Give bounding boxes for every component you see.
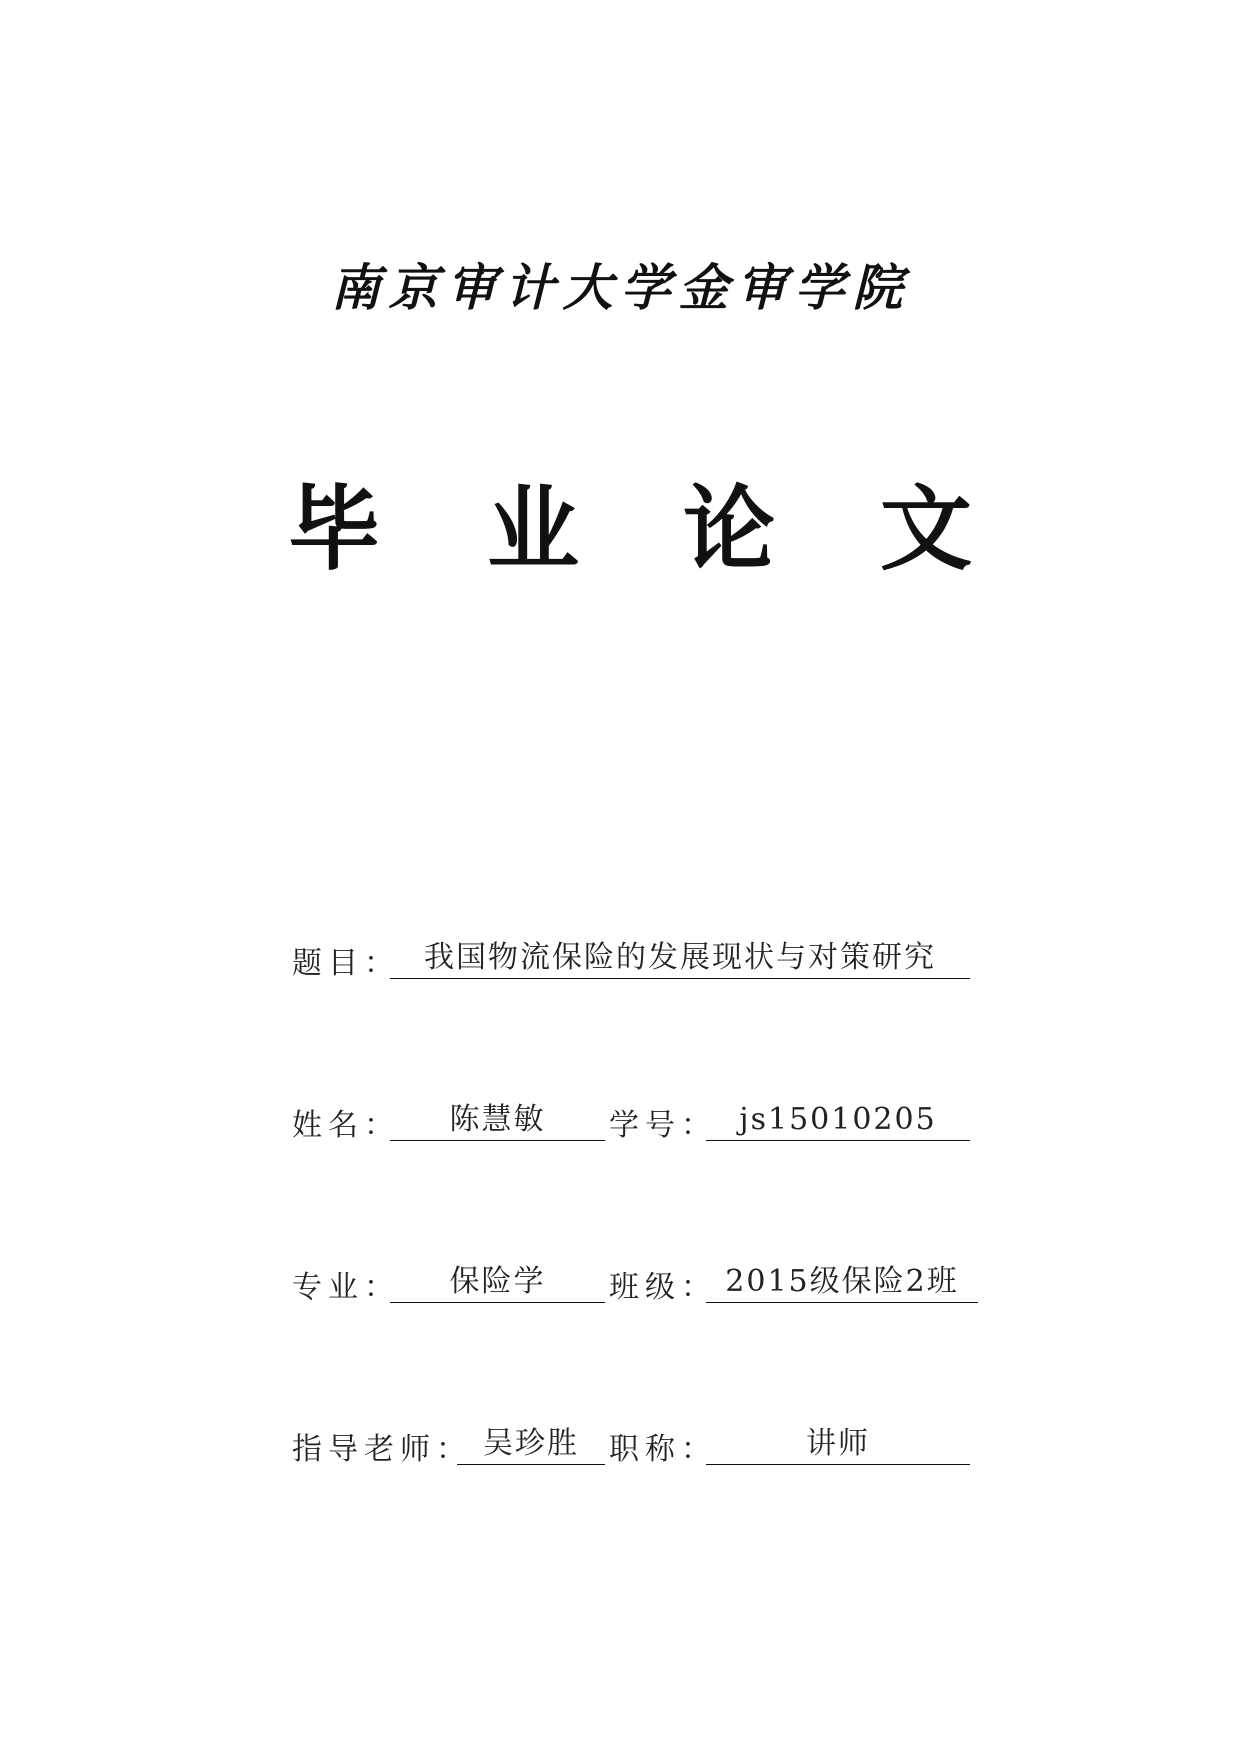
- student-id-value: js15010205: [706, 1100, 970, 1141]
- major-label: 专业：: [292, 1270, 400, 1305]
- major-value: 保险学: [390, 1262, 605, 1303]
- document-type-char: 论: [683, 476, 776, 583]
- school-name: 南京审计大学金审学院: [330, 258, 911, 317]
- class-value: 2015级保险2班: [706, 1262, 978, 1303]
- major-class-row: [0, 1262, 1241, 1312]
- title-label: 题目：: [292, 946, 400, 981]
- advisor-value: 吴珍胜: [457, 1424, 605, 1465]
- document-type-char: 业: [487, 476, 580, 583]
- name-value: 陈慧敏: [390, 1100, 605, 1141]
- title-value: 我国物流保险的发展现状与对策研究: [390, 938, 970, 979]
- advisor-title-label: 职称：: [609, 1432, 717, 1467]
- class-label: 班级：: [609, 1270, 717, 1305]
- document-type-char: 文: [880, 476, 973, 583]
- student-id-label: 学号：: [609, 1108, 717, 1143]
- name-id-row: [0, 1100, 1241, 1150]
- title-row: [0, 938, 1241, 988]
- advisor-label: 指导老师：: [292, 1432, 472, 1467]
- document-type-char: 毕: [288, 476, 381, 583]
- advisor-title-value: 讲师: [706, 1424, 970, 1465]
- document-type-title: [0, 475, 1241, 585]
- name-label: 姓名：: [292, 1108, 400, 1143]
- advisor-row: [0, 1424, 1241, 1474]
